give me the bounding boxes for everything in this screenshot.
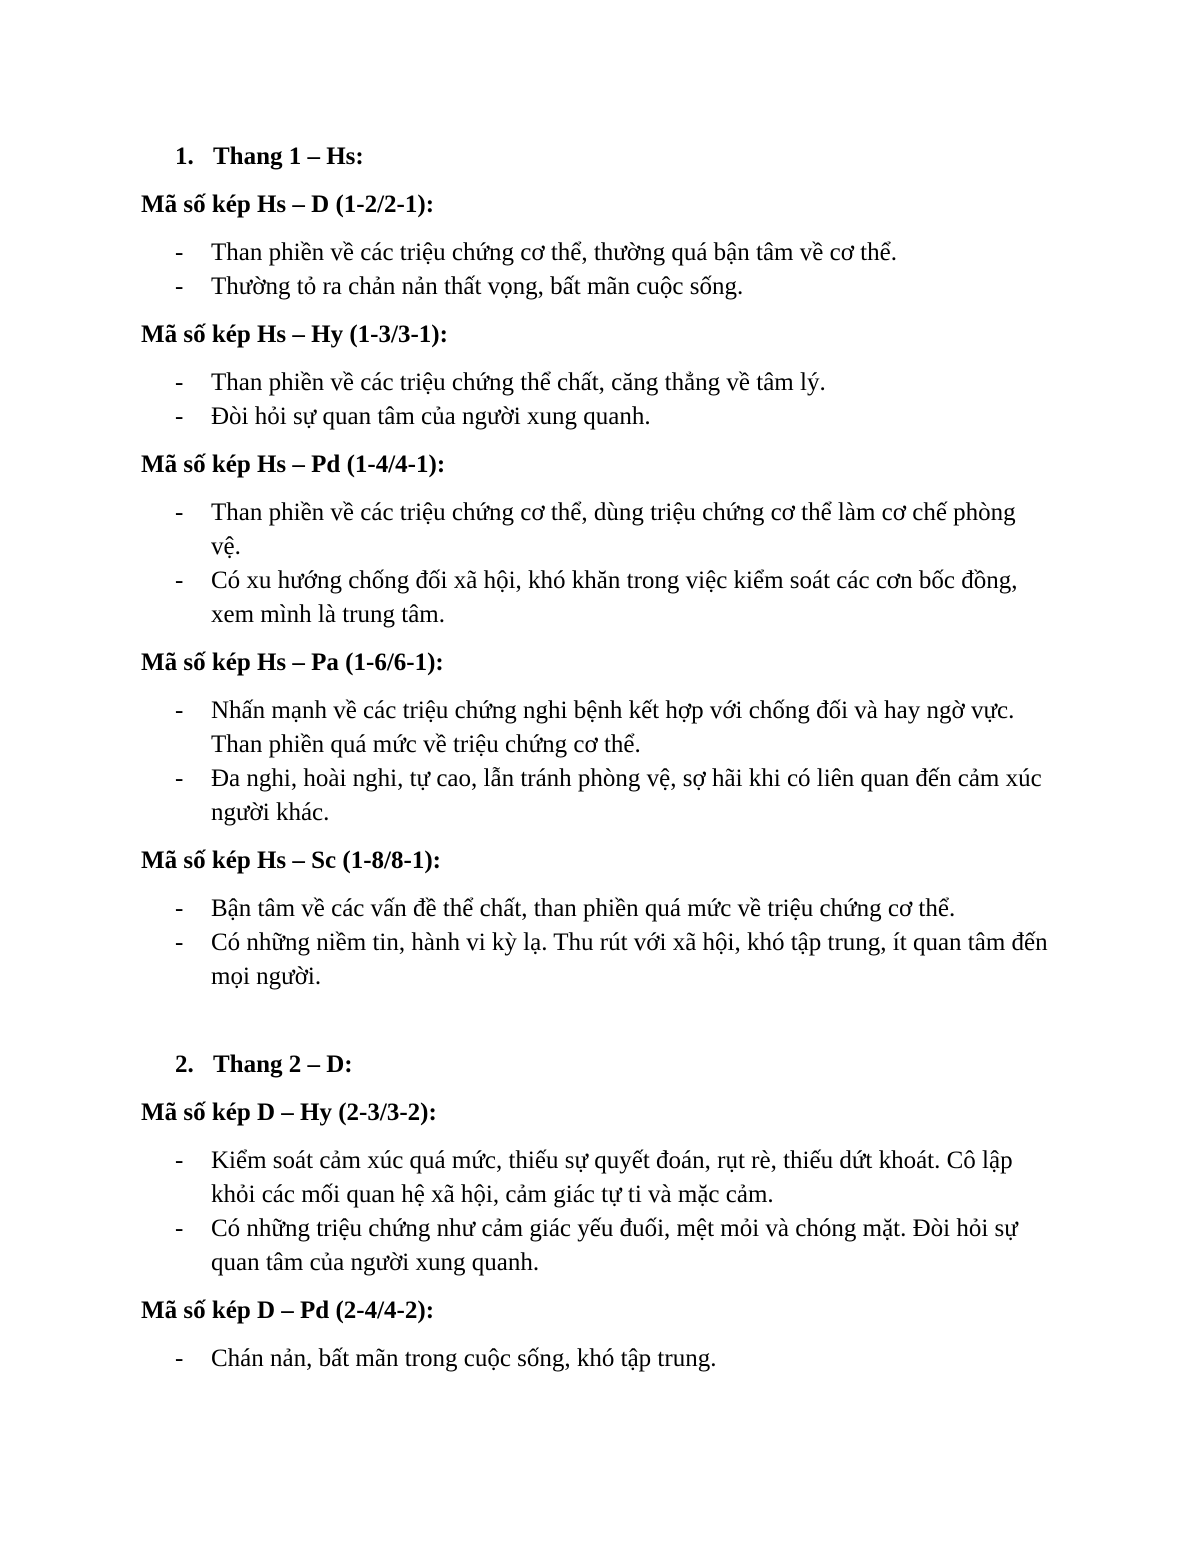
list-item <box>141 926 1061 994</box>
code-heading: Mã số kép D – Pd (2-4/4-2): <box>141 1297 435 1324</box>
code-heading: Mã số kép Hs – Sc (1-8/8-1): <box>141 847 441 874</box>
list-item-text: Có xu hướng chống đối xã hội, khó khăn trong việc kiểm soát các cơn bốc đồng, xem mình là trung tâm. <box>211 567 1018 628</box>
bullet-list <box>141 694 1061 830</box>
section-title: Thang 2 – D: <box>213 1051 353 1078</box>
bullet-list <box>141 496 1061 632</box>
bullet-list <box>141 366 1061 434</box>
section-heading <box>175 140 1061 174</box>
code-heading: Mã số kép Hs – Pa (1-6/6-1): <box>141 649 444 676</box>
bullet-marker: - <box>175 369 184 396</box>
list-item-text: Nhấn mạnh về các triệu chứng nghi bệnh kết hợp với chống đối và hay ngờ vực. Than phiền quá mức về triệu chứng cơ thể. <box>211 697 1015 758</box>
bullet-marker: - <box>175 403 184 430</box>
list-item-text: Chán nản, bất mãn trong cuộc sống, khó tập trung. <box>211 1345 717 1372</box>
bullet-marker: - <box>175 273 184 300</box>
code-heading: Mã số kép Hs – Hy (1-3/3-1): <box>141 321 448 348</box>
section-number: 1. <box>175 143 194 170</box>
list-item <box>141 1212 1061 1280</box>
bullet-marker: - <box>175 1345 184 1372</box>
code-heading: Mã số kép Hs – Pd (1-4/4-1): <box>141 451 446 478</box>
bullet-marker: - <box>175 1147 184 1174</box>
bullet-list <box>141 1144 1061 1280</box>
list-item <box>141 762 1061 830</box>
bullet-marker: - <box>175 929 184 956</box>
bullet-marker: - <box>175 499 184 526</box>
list-item <box>141 270 1061 304</box>
list-item <box>141 366 1061 400</box>
list-item-text: Thường tỏ ra chản nản thất vọng, bất mãn cuộc sống. <box>211 273 744 300</box>
list-item <box>141 496 1061 564</box>
list-item-text: Đòi hỏi sự quan tâm của người xung quanh. <box>211 403 651 430</box>
list-item-text: Có những triệu chứng như cảm giác yếu đuối, mệt mỏi và chóng mặt. Đòi hỏi sự quan tâm của người xung quanh. <box>211 1215 1018 1276</box>
bullet-list <box>141 892 1061 994</box>
bullet-marker: - <box>175 567 184 594</box>
section-title: Thang 1 – Hs: <box>213 143 364 170</box>
bullet-marker: - <box>175 1215 184 1242</box>
bullet-marker: - <box>175 239 184 266</box>
list-item-text: Than phiền về các triệu chứng thể chất, căng thẳng về tâm lý. <box>211 369 826 396</box>
code-heading: Mã số kép Hs – D (1-2/2-1): <box>141 191 435 218</box>
list-item-text: Than phiền về các triệu chứng cơ thể, thường quá bận tâm về cơ thể. <box>211 239 897 266</box>
list-item <box>141 236 1061 270</box>
bullet-list <box>141 1342 1061 1376</box>
list-item-text: Than phiền về các triệu chứng cơ thể, dùng triệu chứng cơ thể làm cơ chế phòng vệ. <box>211 499 1016 560</box>
bullet-marker: - <box>175 697 184 724</box>
list-item-text: Có những niềm tin, hành vi kỳ lạ. Thu rút với xã hội, khó tập trung, ít quan tâm đến mọi người. <box>211 929 1048 990</box>
list-item-text: Đa nghi, hoài nghi, tự cao, lẫn tránh phòng vệ, sợ hãi khi có liên quan đến cảm xúc người khác. <box>211 765 1042 826</box>
bullet-marker: - <box>175 765 184 792</box>
list-item <box>141 892 1061 926</box>
list-item-text: Kiểm soát cảm xúc quá mức, thiếu sự quyết đoán, rụt rè, thiếu dứt khoát. Cô lập khỏi các mối quan hệ xã hội, cảm giác tự ti và mặc cảm. <box>211 1147 1013 1208</box>
bullet-list <box>141 236 1061 304</box>
list-item <box>141 1144 1061 1212</box>
section-spacer <box>141 1008 1061 1048</box>
list-item <box>141 1342 1061 1376</box>
list-item <box>141 694 1061 762</box>
code-heading: Mã số kép D – Hy (2-3/3-2): <box>141 1099 437 1126</box>
section-heading <box>175 1048 1061 1082</box>
document-content <box>141 140 1061 1390</box>
list-item <box>141 400 1061 434</box>
list-item-text: Bận tâm về các vấn đề thể chất, than phiền quá mức về triệu chứng cơ thể. <box>211 895 956 922</box>
list-item <box>141 564 1061 632</box>
section-number: 2. <box>175 1051 194 1078</box>
bullet-marker: - <box>175 895 184 922</box>
